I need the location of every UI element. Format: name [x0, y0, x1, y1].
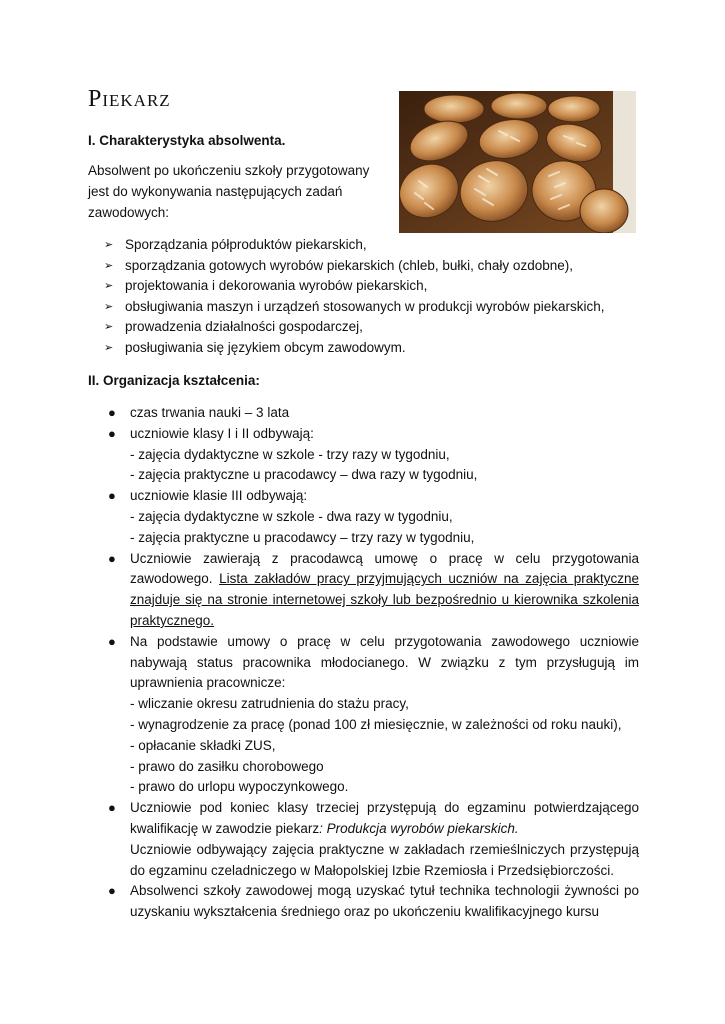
list-item: ● czas trwania nauki – 3 lata — [108, 403, 639, 424]
list-item: ● Absolwenci szkoły zawodowej mogą uzyskać tytuł technika technologii żywności po uzyskaniu wykształcenia średniego oraz po ukończeniu kwalifikacyjnego kursu — [108, 883, 639, 920]
page-title: Piekarz — [88, 86, 171, 112]
arrow-bullet-icon: ➢ — [104, 341, 114, 354]
arrow-bullet-icon: ➢ — [104, 239, 114, 251]
list-item: ➢ obsługiwania maszyn i urządzeń stosowanych w produkcji wyrobów piekarskich, — [104, 297, 604, 318]
section-heading-2: II. Organizacja kształcenia: — [88, 373, 260, 388]
workplaces-list-link[interactable]: Lista zakładów pracy przyjmujących uczniów na zajęcia praktyczne znajduje się na stronie internetowej szkoły lub bezpośrednio u kierownika szkolenia praktycznego. — [130, 571, 639, 628]
list-item: ● Uczniowie pod koniec klasy trzeciej przystępują do egzaminu potwierdzającego kwalifikację w zawodzie piekarz: Produkcja wyrobów piekarskich. Uczniowie odbywający zajęcia praktyczne w zakładach rzemieślniczych przystępują do egzaminu czeladniczego w Małopolskiej Izbie Rzemiosła i Przedsiębiorczości. — [108, 800, 639, 878]
list-item: ➢ projektowania i dekorowania wyrobów piekarskich, — [104, 276, 604, 297]
bullet-icon: ● — [108, 633, 116, 649]
arrow-bullet-icon: ➢ — [104, 300, 114, 313]
bullet-icon: ● — [108, 425, 116, 441]
list-item: ➢ sporządzania gotowych wyrobów piekarskich (chleb, bułki, chały ozdobne), — [104, 256, 604, 277]
list-item: ➢ Sporządzania półproduktów piekarskich, — [104, 235, 604, 256]
bread-photo-icon — [399, 91, 636, 233]
section-heading-1: I. Charakterystyka absolwenta. — [88, 133, 286, 148]
arrow-bullet-icon: ➢ — [104, 259, 114, 272]
bullet-icon: ● — [108, 550, 116, 566]
list-item: ● Uczniowie zawierają z pracodawcą umowę o pracę w celu przygotowania zawodowego. Lista zakładów pracy przyjmujących uczniów na zajęcia praktyczne znajduje się na stronie internetowej szkoły lub bezpośrednio u kierownika szkolenia praktycznego. — [108, 550, 639, 628]
arrow-bullet-icon: ➢ — [104, 280, 114, 292]
list-item: ➢ prowadzenia działalności gospodarczej, — [104, 317, 604, 338]
arrow-bullet-icon: ➢ — [104, 321, 114, 333]
list-item: ● uczniowie klasie III odbywają: - zajęcia dydaktyczne w szkole - dwa razy w tygodniu, - zajęcia praktyczne u pracodawcy – trzy razy w tygodniu, — [108, 488, 475, 545]
bullet-icon: ● — [108, 405, 116, 420]
bullet-icon: ● — [108, 883, 116, 899]
list-item: ➢ posługiwania się językiem obcym zawodowym. — [104, 338, 604, 359]
intro-paragraph: Absolwent po ukończeniu szkoły przygotowany jest do wykonywania następujących zadań zawodowych: — [88, 163, 370, 220]
list-item: ● Na podstawie umowy o pracę w celu przygotowania zawodowego uczniowie nabywają status pracownika młodocianego. W związku z tym przysługują im uprawnienia pracownicze: - wliczanie okresu zatrudnienia do stażu pracy, - wynagrodzenie za pracę (ponad 100 zł miesięcznie, w zależności od roku nauki), - opłacanie składki ZUS, - prawo do zasiłku chorobowego - prawo do urlopu wypoczynkowego. — [108, 633, 639, 795]
bullet-icon: ● — [108, 488, 116, 504]
list-item: ● uczniowie klasy I i II odbywają: - zajęcia dydaktyczne w szkole - trzy razy w tygodniu, - zajęcia praktyczne u pracodawcy – dwa razy w tygodniu, — [108, 425, 478, 483]
bullet-icon: ● — [108, 800, 116, 816]
tasks-list — [104, 235, 604, 358]
organization-list — [108, 403, 639, 923]
